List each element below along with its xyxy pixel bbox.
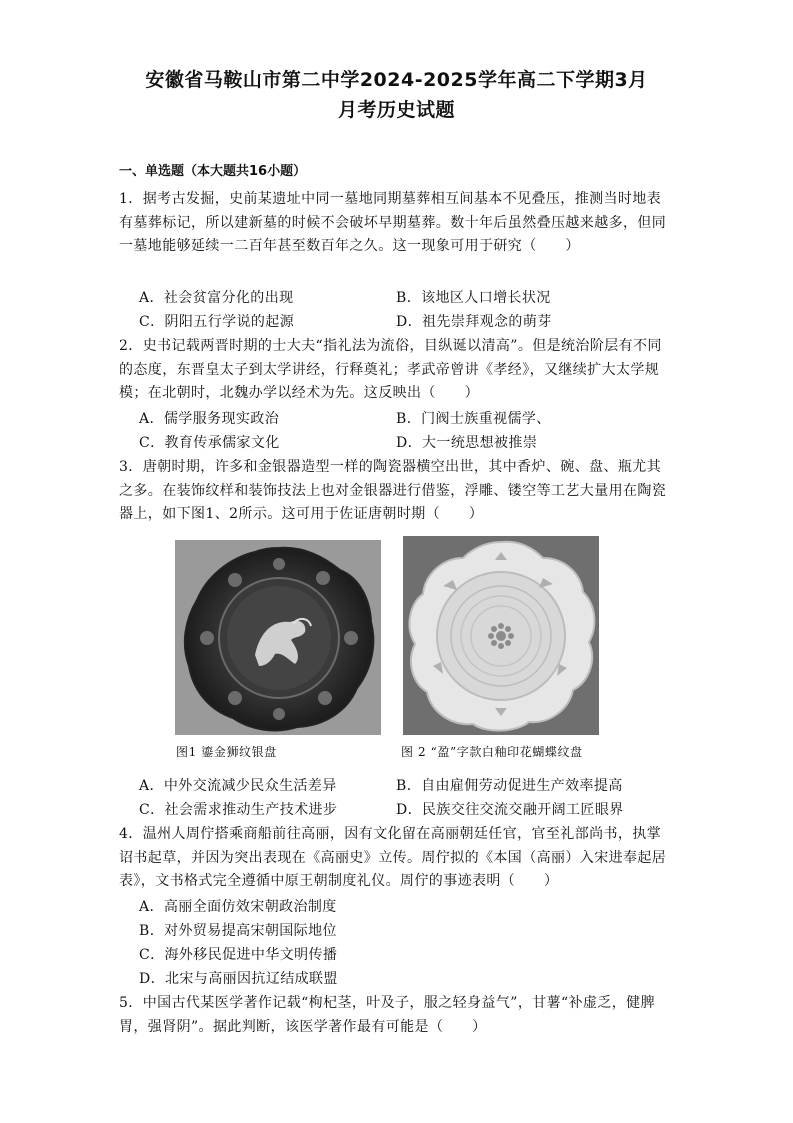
question-4-option-d: D．北宋与高丽因抗辽结成联盟 <box>139 971 338 987</box>
question-2-option-d: D．大一统思想被推崇 <box>396 435 538 451</box>
figure-2-white-glazed-plate-photo <box>403 536 599 735</box>
section-heading: 一、单选题（本大题共16小题） <box>119 164 307 179</box>
question-1-option-c: C．阴阳五行学说的起源 <box>139 314 295 330</box>
question-5-stem: 5．中国古代某医学著作记载“枸杞茎，叶及子，服之轻身益气”，甘薯“补虚乏，健脾胃，强肾阴”。据此判断，该医学著作最有可能是（ ） <box>119 995 655 1035</box>
question-1-stem: 1．据考古发掘，史前某遗址中同一墓地同期墓葬相互间基本不见叠压，推测当时地表有墓葬标记，所以建新墓的时候不会破坏早期墓葬。数十年后虽然叠压越来越多，但同一墓地能够延续一二百年甚至数百年之久。这一现象可用于研究（ ） <box>119 191 667 254</box>
question-1-option-b: B．该地区人口增长状况 <box>396 290 551 306</box>
question-2-option-c: C．教育传承儒家文化 <box>139 435 280 451</box>
question-4-stem: 4．温州人周佇搭乘商船前往高丽，因有文化留在高丽朝廷任官，官至礼部尚书，执掌诏书起草，并因为突出表现在《高丽史》立传。周佇拟的《本国（高丽）入宋进奉起居表》，文书格式完全遵循中原王朝制度礼仪。周佇的事迹表明（ ） <box>119 826 667 889</box>
exam-title-line-2: 月考历史试题 <box>337 99 455 121</box>
question-2-option-a: A．儒学服务现实政治 <box>139 411 280 427</box>
question-2-option-b: B．门阀士族重视儒学、 <box>396 411 551 427</box>
question-2-stem: 2．史书记载两晋时期的士大夫“指礼法为流俗，目纵诞以清高”。但是统治阶层有不同的态度，东晋皇太子到太学讲经，行释奠礼；孝武帝曾讲《孝经》，又继续扩大太学规模；在北朝时，北魏办学以经术为先。这反映出（ ） <box>119 338 662 401</box>
question-4-option-b: B．对外贸易提高宋朝国际地位 <box>139 923 337 939</box>
question-4-option-c: C．海外移民促进中华文明传播 <box>139 947 338 963</box>
figure-2-caption: 图 2 “盈”字款白釉印花蝴蝶纹盘 <box>401 745 583 759</box>
figure-1-silver-plate-photo <box>175 540 381 735</box>
figure-1-caption: 图1 鎏金狮纹银盘 <box>176 745 277 759</box>
question-3-stem: 3．唐朝时期，许多和金银器造型一样的陶瓷器横空出世，其中香炉、碗、盘、瓶尤其之多。在装饰纹样和装饰技法上也对金银器进行借鉴，浮雕、镂空等工艺大量用在陶瓷器上，如下图1、2所示。这可用于佐证唐朝时期（ ） <box>119 459 667 522</box>
question-3-option-a: A．中外交流减少民众生活差异 <box>139 778 337 794</box>
question-3-option-d: D．民族交往交流交融开阔工匠眼界 <box>396 802 624 818</box>
question-1-option-d: D．祖先崇拜观念的萌芽 <box>396 314 552 330</box>
question-1-option-a: A．社会贫富分化的出现 <box>139 290 294 306</box>
exam-title-line-1: 安徽省马鞍山市第二中学2024-2025学年高二下学期3月 <box>145 69 648 91</box>
question-3-option-c: C．社会需求推动生产技术进步 <box>139 802 338 818</box>
question-4-option-a: A．高丽全面仿效宋朝政治制度 <box>139 899 337 915</box>
question-3-option-b: B．自由雇佣劳动促进生产效率提高 <box>396 778 623 794</box>
